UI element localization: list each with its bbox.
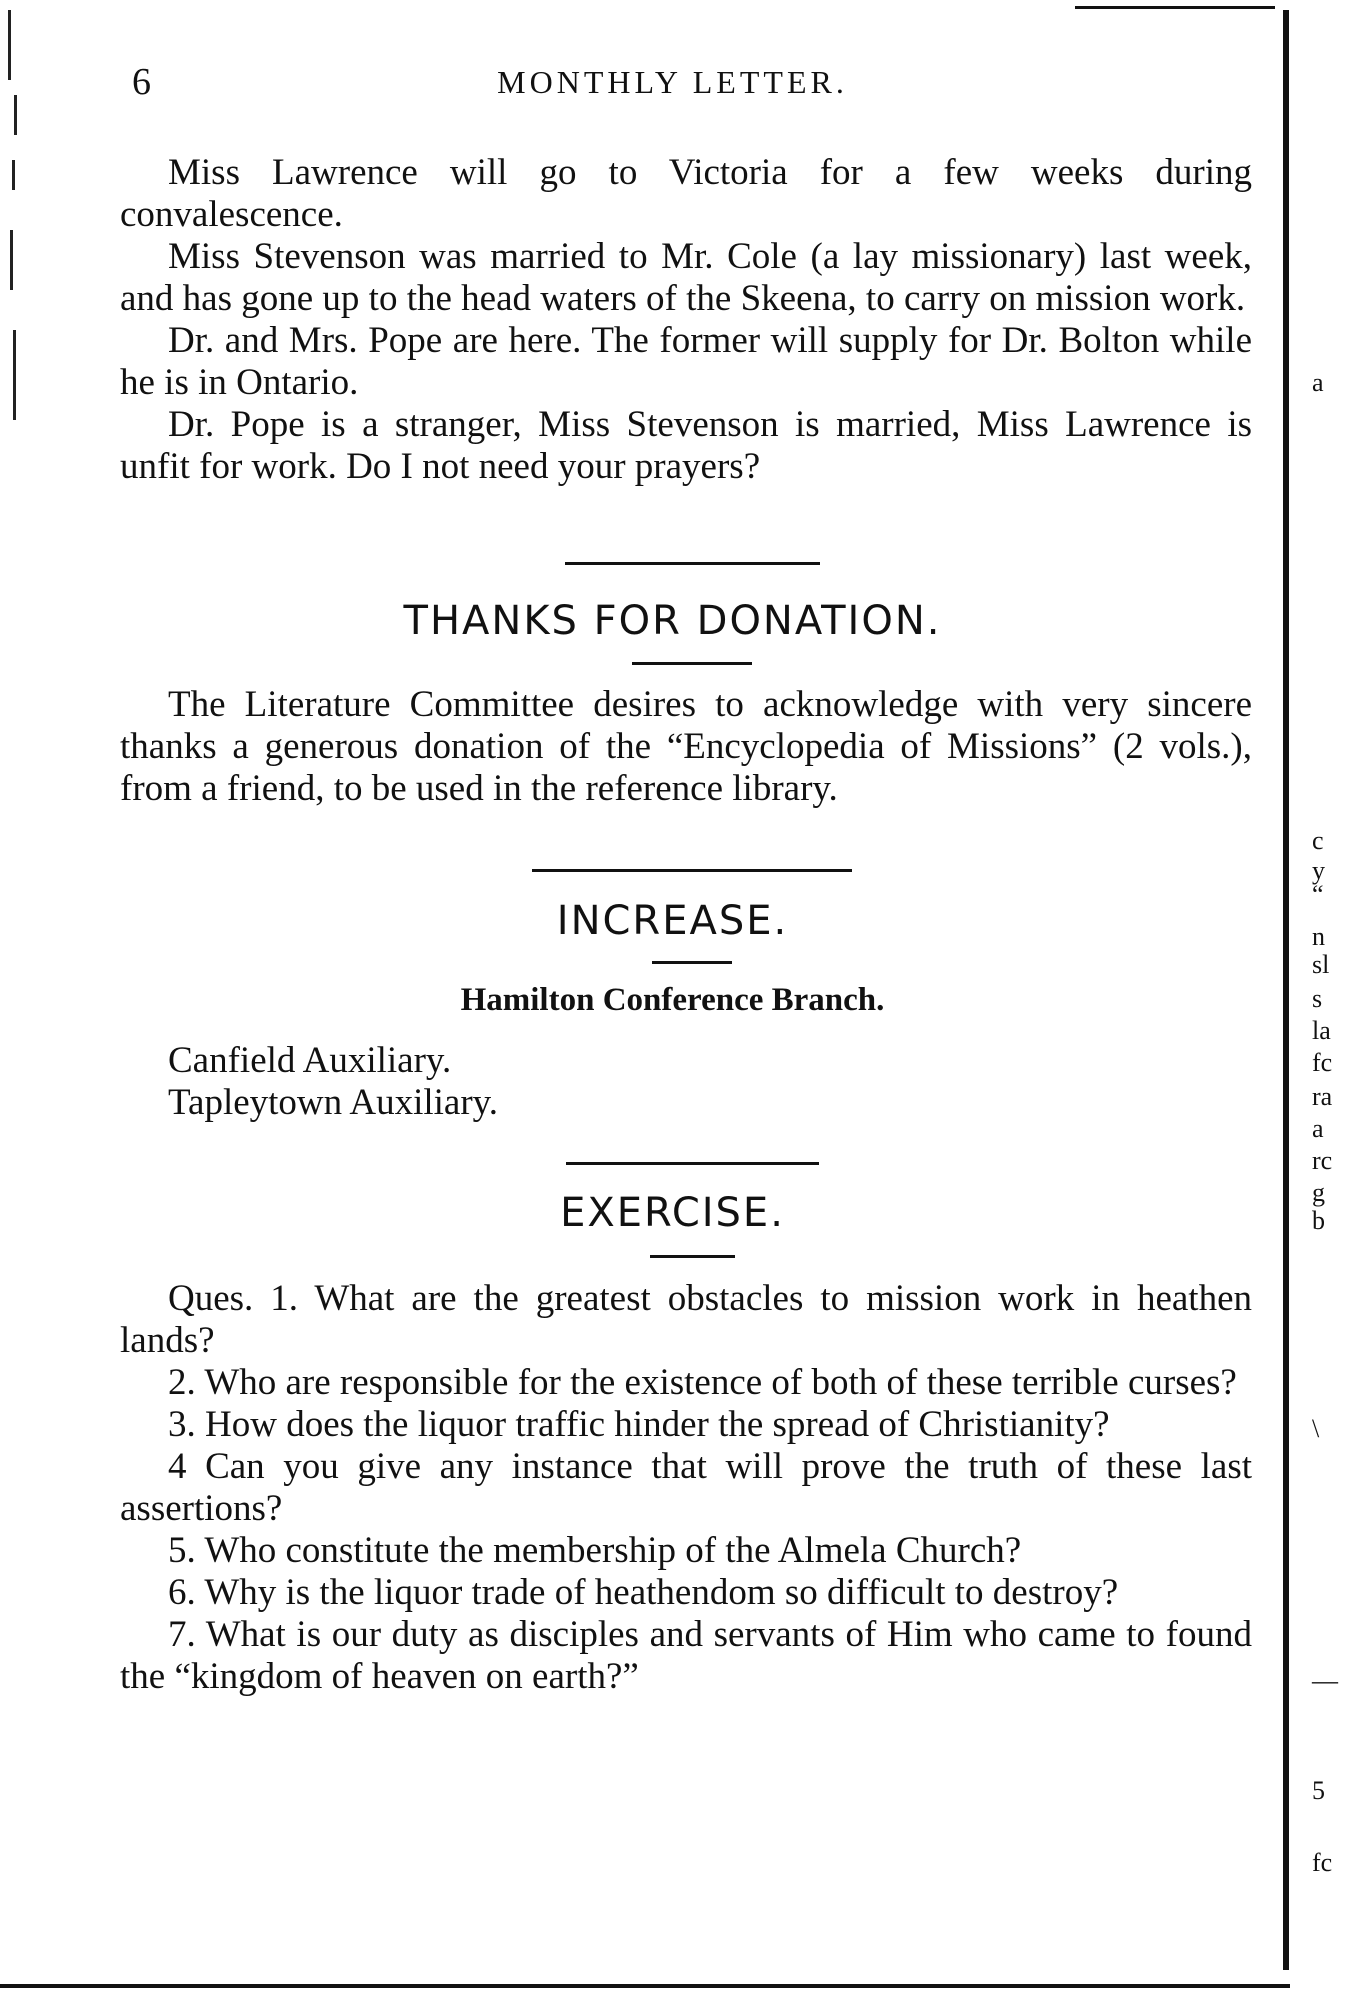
adjacent-page-fragment: c bbox=[1312, 826, 1324, 855]
running-header: MONTHLY LETTER. bbox=[497, 64, 848, 100]
branch-name: Hamilton Conference Branch. bbox=[460, 982, 885, 1018]
adjacent-page-fragment: fc bbox=[1312, 1848, 1333, 1877]
adjacent-page-fragment: 5 bbox=[1312, 1776, 1325, 1805]
thanks-section bbox=[120, 684, 1252, 810]
adjacent-page-fragment: a bbox=[1312, 1114, 1324, 1143]
heading-underline bbox=[652, 961, 732, 964]
letter-paragraph: Dr. and Mrs. Pope are here. The former will supply for Dr. Bolton while he is in Ontario. bbox=[120, 320, 1252, 403]
increase-heading: INCREASE. bbox=[556, 898, 789, 944]
letter-paragraph: Miss Lawrence will go to Victoria for a few weeks during convalescence. bbox=[120, 152, 1252, 235]
adjacent-page-fragment: rc bbox=[1312, 1146, 1333, 1175]
adjacent-page-fragment: — bbox=[1312, 1666, 1338, 1695]
exercise-question: 3. How does the liquor traffic hinder the spread of Christianity? bbox=[168, 1404, 1110, 1445]
section-divider bbox=[566, 1162, 819, 1165]
auxiliary-item: Canfield Auxiliary. bbox=[168, 1040, 452, 1081]
adjacent-page-fragment: n bbox=[1312, 922, 1325, 951]
adjacent-page-fragment: la bbox=[1312, 1016, 1331, 1045]
bottom-edge-rule bbox=[0, 1984, 1290, 1988]
exercise-section bbox=[120, 1278, 1252, 1698]
exercise-question: 5. Who constitute the membership of the Almela Church? bbox=[168, 1530, 1022, 1571]
exercise-question: 7. What is our duty as disciples and servants of Him who came to found the “kingdom of heaven on earth?” bbox=[120, 1614, 1252, 1697]
exercise-question: 4 Can you give any instance that will prove the truth of these last assertions? bbox=[120, 1446, 1252, 1529]
section-divider bbox=[532, 869, 852, 872]
adjacent-page-fragment: y bbox=[1312, 856, 1325, 885]
section-divider bbox=[565, 562, 820, 565]
letter-paragraph: Miss Stevenson was married to Mr. Cole (a lay missionary) last week, and has gone up to the head waters of the Skeena, to carry on mission work. bbox=[120, 236, 1252, 319]
adjacent-page-fragment: s bbox=[1312, 984, 1323, 1013]
top-edge-rule bbox=[1075, 6, 1275, 9]
adjacent-page-fragment: ra bbox=[1312, 1082, 1333, 1111]
adjacent-page-fragment: b bbox=[1312, 1206, 1325, 1235]
exercise-question: 2. Who are responsible for the existence of both of these terrible curses? bbox=[168, 1362, 1237, 1403]
heading-underline bbox=[632, 662, 752, 665]
letter-paragraph: Dr. Pope is a stranger, Miss Stevenson is married, Miss Lawrence is unfit for work. Do I not need your prayers? bbox=[120, 404, 1252, 487]
heading-underline bbox=[650, 1255, 735, 1258]
auxiliary-item: Tapleytown Auxiliary. bbox=[168, 1082, 499, 1123]
letter-section bbox=[120, 152, 1252, 488]
adjacent-page-fragment: “ bbox=[1312, 880, 1324, 909]
exercise-question: 6. Why is the liquor trade of heathendom so difficult to destroy? bbox=[168, 1572, 1119, 1613]
adjacent-page-fragment: \ bbox=[1312, 1414, 1320, 1443]
adjacent-page-fragment: fc bbox=[1312, 1048, 1333, 1077]
thanks-heading: THANKS FOR DONATION. bbox=[403, 598, 942, 644]
thanks-body: The Literature Committee desires to acknowledge with very sincere thanks a generous donation of the “Encyclopedia of Missions” (2 vols.), from a friend, to be used in the reference library. bbox=[120, 684, 1252, 809]
page-number: 6 bbox=[132, 61, 151, 103]
exercise-heading: EXERCISE. bbox=[560, 1190, 785, 1236]
adjacent-page-fragment: g bbox=[1312, 1178, 1325, 1207]
adjacent-page-fragment: a bbox=[1312, 368, 1324, 397]
adjacent-page-fragment: sl bbox=[1312, 950, 1330, 979]
exercise-question: Ques. 1. What are the greatest obstacles to mission work in heathen lands? bbox=[120, 1278, 1252, 1361]
